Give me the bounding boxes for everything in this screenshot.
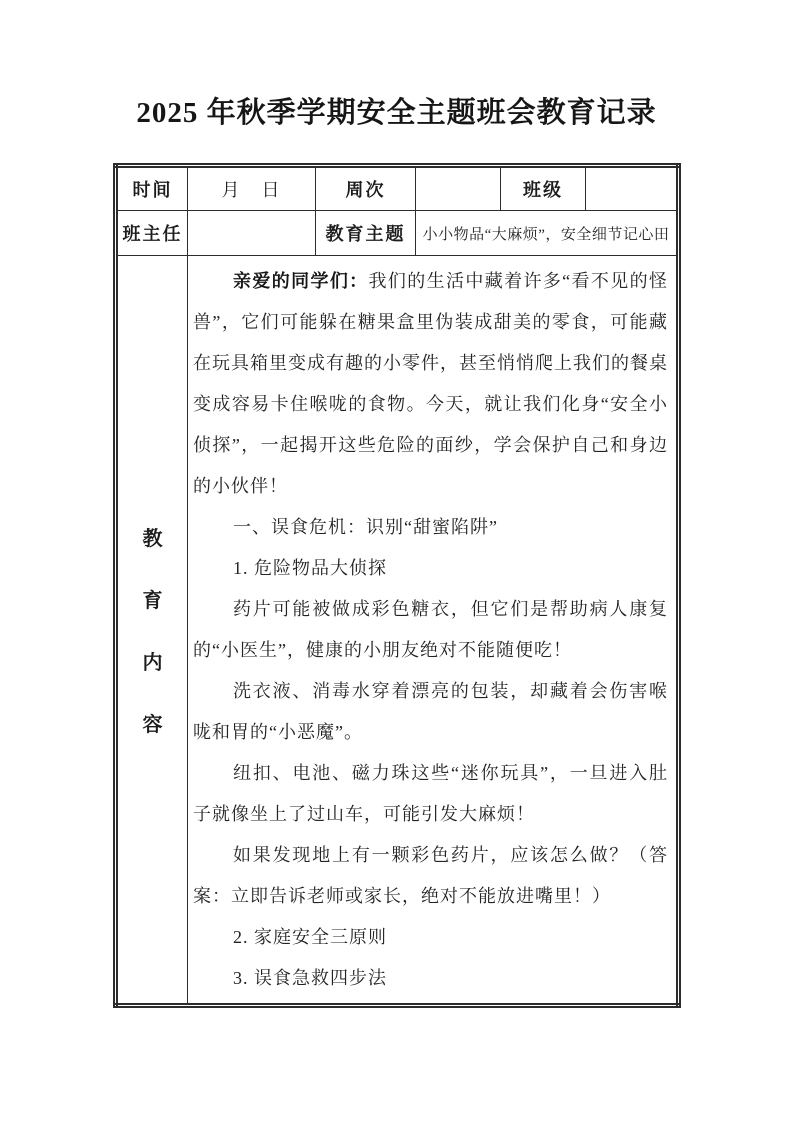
form-row-teacher-theme <box>116 211 679 256</box>
content-paragraph: 亲爱的同学们：我们的生活中藏着许多“看不见的怪兽”，它们可能躲在糖果盒里伪装成甜美的零食，可能藏在玩具箱里变成有趣的小零件，甚至悄悄爬上我们的餐桌变成容易卡住喉咙的食物。今天，就让我们化身“安全小侦探”，一起揭开这些危险的面纱，学会保护自己和身边的小伙伴！ <box>193 271 668 496</box>
content-paragraph: 如果发现地上有一颗彩色药片，应该怎么做？（答案：立即告诉老师或家长，绝对不能放进嘴里！） <box>193 845 668 906</box>
content-paragraph: 药片可能被做成彩色糖衣，但它们是帮助病人康复的“小医生”，健康的小朋友绝对不能随便吃！ <box>193 599 668 660</box>
education-content-cell <box>188 256 679 1006</box>
class-label: 班级 <box>501 166 586 211</box>
theme-value: 小小物品“大麻烦”，安全细节记心田 <box>416 211 679 256</box>
time-label: 时间 <box>116 166 188 211</box>
content-paragraph: 纽扣、电池、磁力珠这些“迷你玩具”，一旦进入肚子就像坐上了过山车，可能引发大麻烦！ <box>193 763 668 824</box>
teacher-label: 班主任 <box>116 211 188 256</box>
form-row-time <box>116 166 679 211</box>
education-content <box>193 261 668 999</box>
content-paragraph: 1. 危险物品大侦探 <box>233 558 387 578</box>
content-label-char: 容 <box>142 714 163 736</box>
class-value-field[interactable] <box>586 166 679 211</box>
record-form-table <box>113 163 681 1008</box>
theme-label: 教育主题 <box>316 211 416 256</box>
content-label-char: 育 <box>142 590 163 612</box>
teacher-value-field[interactable] <box>188 211 316 256</box>
week-value-field[interactable] <box>416 166 501 211</box>
content-paragraph: 一、误食危机：识别“甜蜜陷阱” <box>233 517 498 537</box>
content-paragraph: 3. 误食急救四步法 <box>233 968 387 988</box>
time-value-field[interactable]: 月 日 <box>188 166 316 211</box>
content-label-char: 教 <box>142 528 163 550</box>
paragraph-lead: 亲爱的同学们： <box>233 271 369 291</box>
content-paragraph: 洗衣液、消毒水穿着漂亮的包装，却藏着会伤害喉咙和胃的“小恶魔”。 <box>193 681 668 742</box>
document-title: 2025 年秋季学期安全主题班会教育记录 <box>136 97 657 129</box>
content-vertical-label <box>119 522 186 737</box>
content-paragraph: 2. 家庭安全三原则 <box>233 927 387 947</box>
form-row-content <box>116 256 679 1006</box>
content-label-cell <box>116 256 188 1006</box>
content-label-char: 内 <box>142 652 163 674</box>
week-label: 周次 <box>316 166 416 211</box>
